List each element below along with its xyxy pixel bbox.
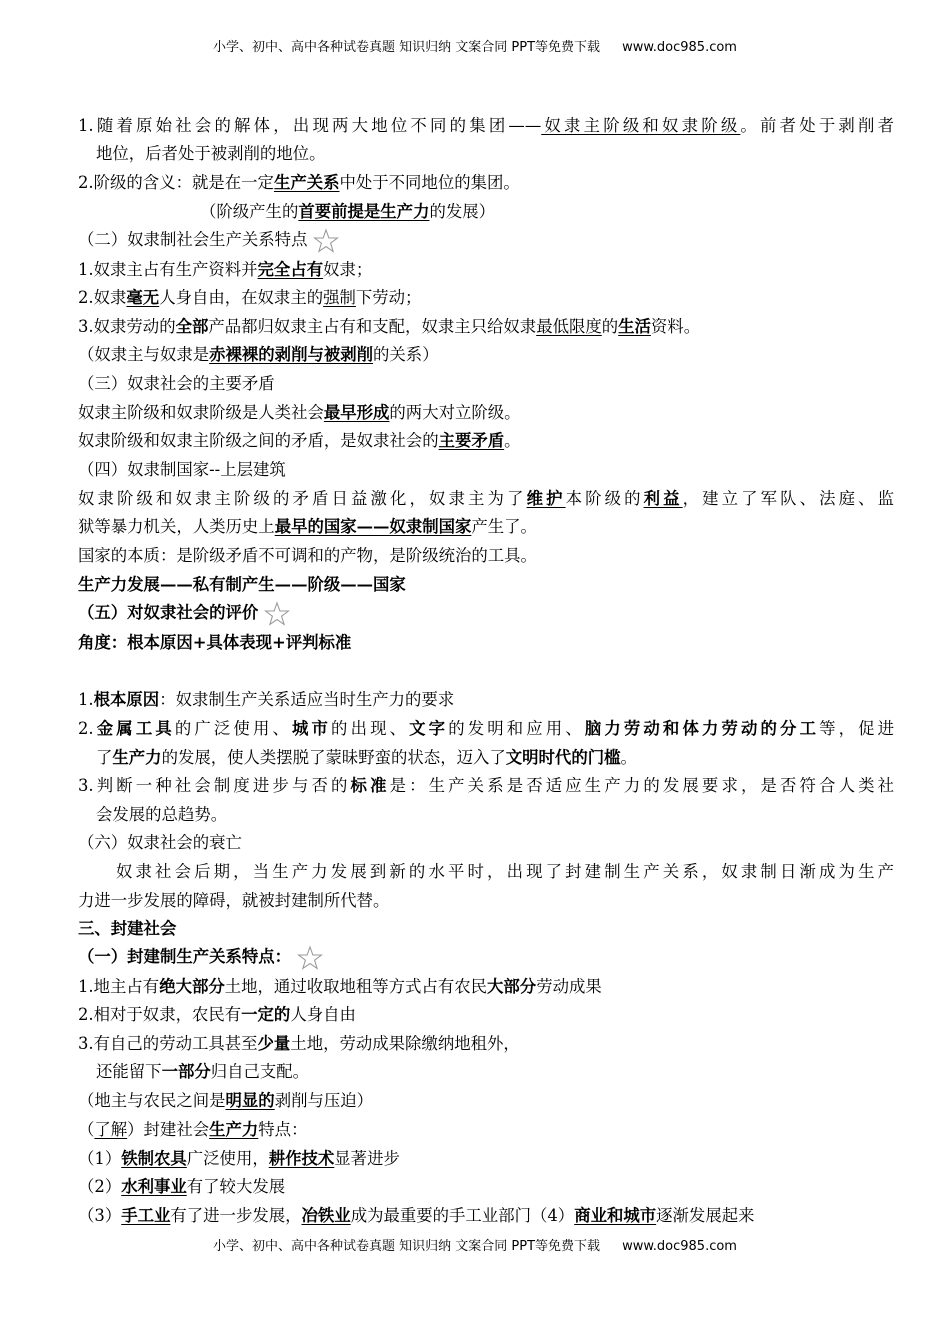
- line-text: 了: [96, 748, 113, 767]
- line-text: 奴隶主阶级和奴隶阶级是人类社会: [78, 403, 324, 422]
- line-text: 显著进步: [334, 1149, 400, 1168]
- text-line: [78, 313, 894, 341]
- text-line: [78, 686, 894, 714]
- text-line: [96, 744, 894, 772]
- line-text: 奴隶阶级和奴隶主阶级之间的矛盾，是奴隶社会的: [78, 431, 439, 450]
- line-text: 的发展，使人类摆脱了蒙昧野蛮的状态，迈入了: [161, 748, 506, 767]
- line-text: 中处于不同地位的集团。: [339, 173, 520, 192]
- line-text: 土地，劳动成果除缴纳地租外，: [290, 1034, 520, 1053]
- line-text: 劳动成果: [536, 977, 602, 996]
- text-line: [78, 571, 894, 599]
- line-text: 的两大对立阶级。: [389, 403, 521, 422]
- line-text: （六）奴隶社会的衰亡: [78, 833, 242, 852]
- line-text: 奴隶阶级和奴隶主阶级的矛盾日益激化，奴隶主为了: [78, 489, 527, 508]
- text-line: [78, 599, 894, 627]
- emphasis-text: 了解: [94, 1120, 128, 1139]
- emphasis-text: 一定的: [241, 1005, 291, 1024]
- line-text: （地主与农民之间是: [78, 1091, 226, 1110]
- line-text: （四）奴隶制国家--上层建筑: [78, 460, 286, 479]
- emphasis-text: 三、封建社会: [78, 919, 177, 938]
- emphasis-text: 角度：根本原因+具体表现+评判标准: [78, 633, 352, 652]
- footer-url[interactable]: www.doc985.com: [622, 1239, 737, 1254]
- line-text: 2.奴隶: [78, 288, 127, 307]
- line-text: 土地，通过收取地租等方式占有农民: [224, 977, 488, 996]
- line-text: 的关系）: [373, 345, 439, 364]
- emphasis-text: 奴隶主阶级和奴隶阶级: [541, 116, 741, 135]
- line-text: 1.奴隶主占有生产资料并: [78, 260, 258, 279]
- line-text: （二）奴隶制社会生产关系特点: [78, 230, 308, 249]
- line-text: 奴隶；: [323, 260, 373, 279]
- line-text: 剥削与压迫）: [274, 1091, 374, 1110]
- line-text: （1）: [78, 1149, 122, 1168]
- line-text: 有了较大发展: [186, 1177, 286, 1196]
- page-header: [0, 36, 950, 55]
- line-text: 成为最重要的手工业部门（4）: [350, 1206, 575, 1225]
- line-text: 的发明和应用、: [448, 719, 585, 738]
- emphasis-text: 标准: [350, 776, 390, 795]
- text-line: [78, 629, 894, 657]
- line-text: （3）: [78, 1206, 122, 1225]
- emphasis-text: 毫无: [126, 288, 160, 307]
- line-text: 1.随着原始社会的解体，出现两大地位不同的集团——: [78, 116, 542, 135]
- emphasis-text: 脑力劳动和体力劳动的分工: [584, 719, 820, 738]
- emphasis-text: 全部: [175, 317, 209, 336]
- emphasis-text: （五）对奴隶社会的评价: [78, 603, 259, 622]
- emphasis-text: 主要矛盾: [438, 431, 505, 450]
- line-text: 有了进一步发展，: [170, 1206, 302, 1225]
- emphasis-text: 最早形成: [323, 403, 390, 422]
- star-icon: [313, 228, 339, 254]
- line-text: ，建立了军队、法庭、监: [682, 489, 895, 508]
- text-line: [96, 801, 894, 829]
- emphasis-text: 生产力发展——私有制产生——阶级——国家: [78, 575, 406, 594]
- emphasis-text: 文明时代的门槛: [505, 748, 621, 767]
- text-line: [78, 112, 894, 140]
- emphasis-text: 维护: [526, 489, 566, 508]
- text-line: [78, 973, 894, 1001]
- emphasis-text: 城市: [292, 719, 332, 738]
- line-text: 奴隶社会后期，当生产力发展到新的水平时，出现了封建制生产关系，奴隶制日渐成为生产: [116, 862, 894, 881]
- line-text: 地位，后者处于被剥削的地位。: [96, 144, 326, 163]
- line-text: 人身自由，在奴隶主的: [159, 288, 324, 307]
- emphasis-text: 商业和城市: [574, 1206, 657, 1225]
- text-line: [78, 427, 894, 455]
- emphasis-text: 冶铁业: [301, 1206, 351, 1225]
- emphasis-text: 赤裸裸的剥削与被剥削: [209, 345, 374, 364]
- line-text: 会发展的总趋势。: [96, 805, 228, 824]
- emphasis-text: 金属工具: [93, 719, 175, 738]
- text-line: [78, 943, 894, 971]
- emphasis-text: 最早的国家——奴隶制国家: [274, 517, 472, 536]
- line-text: 资料。: [650, 317, 701, 336]
- text-line: [78, 370, 894, 398]
- text-line: [78, 772, 894, 800]
- text-line: [78, 915, 894, 943]
- line-text: 1.: [78, 690, 94, 709]
- text-line: [78, 887, 894, 915]
- emphasis-text: 少量: [257, 1034, 291, 1053]
- line-text: （: [78, 1120, 95, 1139]
- emphasis-text: 利益: [643, 489, 683, 508]
- line-text: 1.地主占有: [78, 977, 160, 996]
- text-line: [78, 485, 894, 513]
- footer-text: 小学、初中、高中各种试卷真题 知识归纳 文案合同 PPT等免费下载: [213, 1239, 601, 1254]
- text-line: [78, 1116, 894, 1144]
- star-icon: [297, 945, 323, 971]
- emphasis-text: 完全占有: [257, 260, 324, 279]
- header-url[interactable]: www.doc985.com: [622, 40, 737, 55]
- line-text: ）封建社会: [127, 1120, 210, 1139]
- text-line: [78, 456, 894, 484]
- header-text: 小学、初中、高中各种试卷真题 知识归纳 文案合同 PPT等免费下载: [213, 40, 601, 55]
- line-text: ：奴隶制生产关系适应当时生产力的要求: [159, 690, 455, 709]
- text-line: [78, 1173, 894, 1201]
- line-text: 产品都归奴隶主占有和支配，奴隶主只给奴隶: [208, 317, 537, 336]
- line-text: 是：生产关系是否适应生产力的发展要求，是否符合人类社: [389, 776, 895, 795]
- text-line: [78, 399, 894, 427]
- text-line: [78, 715, 894, 743]
- line-text: 还能留下: [96, 1062, 162, 1081]
- line-text: 力进一步发展的障碍，就被封建制所代替。: [78, 891, 390, 910]
- emphasis-text: 大部分: [487, 977, 537, 996]
- text-line: [78, 256, 894, 284]
- text-line: [78, 1030, 894, 1058]
- emphasis-text: 手工业: [121, 1206, 171, 1225]
- text-line: [78, 513, 894, 541]
- line-text: 逐渐发展起来: [656, 1206, 755, 1225]
- line-text: 3.有自己的劳动工具甚至: [78, 1034, 258, 1053]
- line-text: 广泛使用，: [186, 1149, 269, 1168]
- line-text: （2）: [78, 1177, 122, 1196]
- line-text: 3.奴隶劳动的: [78, 317, 176, 336]
- emphasis-text: 生产力: [112, 748, 162, 767]
- emphasis-text: 水利事业: [121, 1177, 187, 1196]
- text-line: [78, 169, 894, 197]
- emphasis-text: 生产力: [209, 1120, 259, 1139]
- text-line: [78, 1145, 894, 1173]
- emphasis-text: 生产关系: [273, 173, 340, 192]
- text-line: [78, 284, 894, 312]
- line-text: （三）奴隶社会的主要矛盾: [78, 374, 275, 393]
- emphasis-text: 一部分: [161, 1062, 211, 1081]
- text-line: [78, 829, 894, 857]
- text-line: [78, 1001, 894, 1029]
- line-text: 国家的本质：是阶级矛盾不可调和的产物，是阶级统治的工具。: [78, 546, 537, 565]
- star-icon: [264, 601, 290, 627]
- line-text: （阶级产生的: [200, 202, 299, 221]
- line-text: （奴隶主与奴隶是: [78, 345, 210, 364]
- text-line: [78, 226, 894, 254]
- line-text: 。: [620, 748, 637, 767]
- line-text: 的出现、: [331, 719, 410, 738]
- emphasis-text: 明显的: [225, 1091, 275, 1110]
- line-text: 本阶级的: [565, 489, 644, 508]
- text-line: [200, 198, 894, 226]
- line-text: 。: [504, 431, 521, 450]
- line-text: 的: [601, 317, 619, 336]
- line-text: 狱等暴力机关，人类历史上: [78, 517, 275, 536]
- line-text: 归自己支配。: [210, 1062, 310, 1081]
- text-line: [78, 341, 894, 369]
- text-line: [96, 1058, 894, 1086]
- line-text: 3.判断一种社会制度进步与否的: [78, 776, 351, 795]
- emphasis-text: 绝大部分: [159, 977, 225, 996]
- line-text: 产生了。: [471, 517, 537, 536]
- text-line: [116, 858, 894, 886]
- emphasis-text: 文字: [409, 719, 449, 738]
- line-text: 。前者处于剥削者: [740, 116, 895, 135]
- line-text: 人身自由: [290, 1005, 356, 1024]
- emphasis-text: 强制: [323, 288, 356, 307]
- text-line: [78, 1202, 894, 1230]
- line-text: 的广泛使用、: [174, 719, 292, 738]
- line-text: 2.: [78, 719, 94, 738]
- line-text: 等，促进: [819, 719, 895, 738]
- text-line: [96, 140, 894, 168]
- text-line: [78, 1087, 894, 1115]
- line-text: 2.阶级的含义：就是在一定: [78, 173, 274, 192]
- emphasis-text: 首要前提是生产力: [298, 202, 430, 221]
- emphasis-text: 生活: [618, 317, 651, 336]
- line-text: 2.相对于奴隶，农民有: [78, 1005, 242, 1024]
- line-text: 下劳动；: [355, 288, 422, 307]
- emphasis-text: 根本原因: [93, 690, 160, 709]
- text-line: [78, 542, 894, 570]
- emphasis-text: （一）封建制生产关系特点：: [78, 947, 292, 966]
- page-footer: [0, 1235, 950, 1254]
- line-text: 特点：: [258, 1120, 308, 1139]
- emphasis-text: 最低限度: [536, 317, 602, 336]
- emphasis-text: 耕作技术: [268, 1149, 335, 1168]
- emphasis-text: 铁制农具: [121, 1149, 187, 1168]
- line-text: 的发展）: [429, 202, 496, 221]
